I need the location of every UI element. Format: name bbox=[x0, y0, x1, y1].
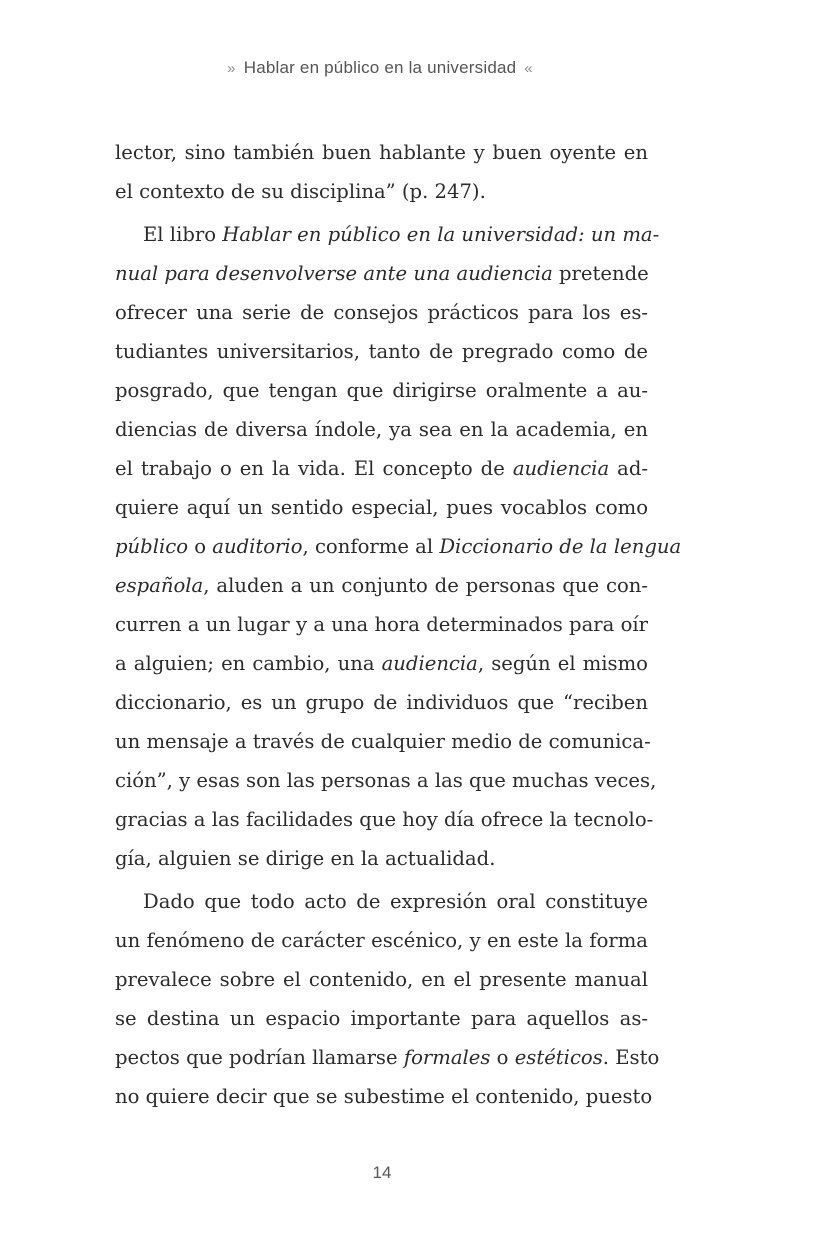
text-line bbox=[115, 644, 648, 683]
text-line bbox=[115, 371, 648, 410]
italic-run: nual para desenvolverse ante una audiencia bbox=[115, 262, 553, 285]
text-line bbox=[115, 761, 657, 800]
text-line bbox=[115, 449, 648, 488]
text-run: un fenómeno de carácter escénico, y en este la forma bbox=[115, 929, 648, 952]
text-line bbox=[115, 566, 648, 605]
text-run: se destina un espacio importante para aquellos as- bbox=[115, 1007, 648, 1030]
text-line bbox=[115, 999, 648, 1038]
text-line bbox=[115, 527, 682, 566]
paragraph bbox=[115, 133, 648, 211]
text-line bbox=[115, 215, 660, 254]
text-line bbox=[115, 1077, 653, 1116]
text-run: ofrecer una serie de consejos prácticos para los es- bbox=[115, 301, 648, 324]
text-run: posgrado, que tengan que dirigirse oralmente a au- bbox=[115, 379, 648, 402]
italic-run: española bbox=[115, 574, 204, 597]
text-line bbox=[115, 332, 648, 371]
text-line bbox=[115, 882, 648, 921]
text-run: curren a un lugar y a una hora determinados para oír bbox=[115, 613, 648, 636]
text-run: diccionario, es un grupo de individuos que “reciben bbox=[115, 691, 648, 714]
text-run: un mensaje a través de cualquier medio de comunica- bbox=[115, 730, 651, 753]
text-run: diencias de diversa índole, ya sea en la academia, en bbox=[115, 418, 648, 441]
open-guillemet: » bbox=[227, 60, 236, 77]
paragraph bbox=[115, 882, 660, 1116]
text-line bbox=[115, 605, 648, 644]
italic-run: estéticos bbox=[514, 1046, 603, 1069]
italic-run: Diccionario de la lengua bbox=[439, 535, 682, 558]
text-run: el contexto de su disciplina” (p. 247). bbox=[115, 180, 486, 203]
text-line bbox=[115, 410, 648, 449]
text-line bbox=[115, 960, 648, 999]
text-run: El libro bbox=[143, 223, 223, 246]
text-line bbox=[115, 133, 648, 172]
italic-run: público bbox=[115, 535, 189, 558]
text-run: , conforme al bbox=[302, 535, 440, 558]
italic-run: audiencia bbox=[512, 457, 610, 480]
text-run: lector, sino también buen hablante y buen oyente en bbox=[115, 141, 648, 164]
text-run: quiere aquí un sentido especial, pues vocablos como bbox=[115, 496, 648, 519]
text-run: pectos que podrían llamarse bbox=[115, 1046, 404, 1069]
text-line bbox=[115, 254, 648, 293]
close-guillemet: « bbox=[524, 60, 533, 77]
text-run: ción”, y esas son las personas a las que muchas veces, bbox=[115, 769, 657, 792]
text-run: tudiantes universitarios, tanto de pregrado como de bbox=[115, 340, 648, 363]
italic-run: auditorio bbox=[212, 535, 303, 558]
page-number: 14 bbox=[372, 1163, 392, 1182]
text-run: ad- bbox=[609, 457, 649, 480]
text-run: el trabajo o en la vida. El concepto de bbox=[115, 457, 513, 480]
text-run: pretende bbox=[552, 262, 649, 285]
text-line bbox=[115, 722, 651, 761]
text-line bbox=[115, 293, 648, 332]
italic-run: audiencia bbox=[381, 652, 478, 675]
text-run: o bbox=[490, 1046, 515, 1069]
text-run: o bbox=[188, 535, 213, 558]
text-line bbox=[115, 921, 648, 960]
text-line bbox=[115, 800, 654, 839]
body-text bbox=[115, 133, 682, 1116]
running-header bbox=[0, 58, 760, 78]
paragraph bbox=[115, 215, 682, 878]
text-line bbox=[115, 1038, 660, 1077]
running-header-title: Hablar en público en la universidad bbox=[243, 58, 517, 77]
text-line bbox=[115, 683, 648, 722]
text-run: gracias a las facilidades que hoy día ofrece la tecnolo- bbox=[115, 808, 654, 831]
text-line bbox=[115, 488, 648, 527]
text-line bbox=[115, 172, 648, 211]
italic-run: formales bbox=[403, 1046, 491, 1069]
text-run: prevalece sobre el contenido, en el presente manual bbox=[115, 968, 648, 991]
text-run: . Esto bbox=[602, 1046, 660, 1069]
text-run: gía, alguien se dirige en la actualidad. bbox=[115, 847, 496, 870]
text-run: Dado que todo acto de expresión oral constituye bbox=[143, 890, 648, 913]
text-run: a alguien; en cambio, una bbox=[115, 652, 382, 675]
text-line bbox=[115, 839, 648, 878]
text-run: no quiere decir que se subestime el contenido, puesto bbox=[115, 1085, 653, 1108]
italic-run: Hablar en público en la universidad: un ma- bbox=[222, 223, 660, 246]
text-run: , según el mismo bbox=[477, 652, 648, 675]
text-run: , aluden a un conjunto de personas que con- bbox=[203, 574, 648, 597]
